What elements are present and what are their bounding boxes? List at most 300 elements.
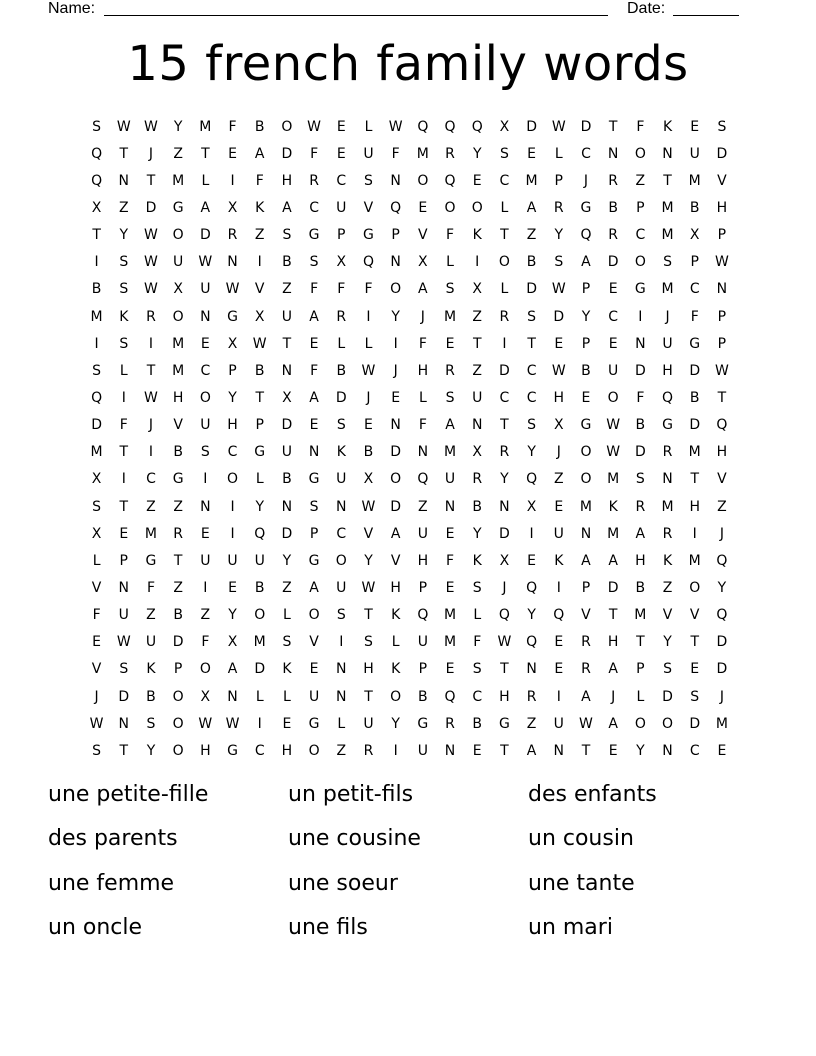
- grid-letter[interactable]: F: [92, 607, 101, 624]
- grid-letter[interactable]: D: [634, 444, 646, 461]
- grid-letter[interactable]: K: [472, 227, 482, 244]
- grid-letter[interactable]: S: [663, 254, 672, 271]
- grid-letter[interactable]: A: [309, 579, 319, 596]
- grid-letter[interactable]: H: [716, 199, 728, 216]
- grid-letter[interactable]: D: [390, 444, 402, 461]
- grid-letter[interactable]: K: [336, 444, 346, 461]
- grid-letter[interactable]: E: [309, 417, 319, 434]
- grid-letter[interactable]: A: [608, 715, 618, 732]
- grid-letter[interactable]: S: [445, 281, 455, 298]
- grid-letter[interactable]: C: [146, 471, 156, 488]
- grid-letter[interactable]: Z: [526, 715, 537, 732]
- grid-letter[interactable]: H: [607, 634, 619, 651]
- grid-letter[interactable]: X: [418, 254, 428, 271]
- grid-letter[interactable]: C: [635, 227, 646, 244]
- grid-letter[interactable]: O: [227, 471, 239, 488]
- grid-letter[interactable]: O: [689, 579, 701, 596]
- grid-letter[interactable]: M: [199, 118, 212, 135]
- grid-letter[interactable]: B: [472, 715, 483, 732]
- grid-letter[interactable]: O: [281, 118, 293, 135]
- grid-letter[interactable]: J: [719, 688, 724, 705]
- grid-letter[interactable]: W: [225, 715, 240, 732]
- grid-letter[interactable]: S: [309, 498, 319, 515]
- grid-letter[interactable]: E: [445, 579, 455, 596]
- grid-letter[interactable]: G: [662, 417, 673, 434]
- grid-letter[interactable]: Z: [254, 227, 265, 244]
- grid-letter[interactable]: Q: [254, 525, 266, 542]
- grid-letter[interactable]: E: [119, 525, 129, 542]
- grid-letter[interactable]: G: [498, 715, 510, 732]
- grid-letter[interactable]: P: [717, 335, 727, 352]
- grid-letter[interactable]: X: [472, 281, 483, 298]
- grid-letter[interactable]: Y: [663, 634, 672, 651]
- grid-letter[interactable]: K: [391, 661, 401, 678]
- grid-letter[interactable]: J: [393, 362, 398, 379]
- grid-letter[interactable]: C: [581, 145, 591, 162]
- grid-letter[interactable]: B: [173, 607, 183, 624]
- grid-letter[interactable]: E: [92, 634, 102, 651]
- grid-letter[interactable]: M: [715, 715, 728, 732]
- grid-letter[interactable]: E: [608, 742, 618, 759]
- grid-letter[interactable]: N: [390, 254, 401, 271]
- grid-letter[interactable]: X: [91, 199, 102, 216]
- grid-letter[interactable]: D: [689, 362, 701, 379]
- grid-letter[interactable]: D: [580, 118, 592, 135]
- grid-letter[interactable]: U: [553, 715, 564, 732]
- grid-letter[interactable]: O: [634, 254, 646, 271]
- grid-letter[interactable]: V: [91, 579, 102, 596]
- grid-letter[interactable]: X: [282, 389, 292, 406]
- grid-letter[interactable]: E: [228, 579, 237, 596]
- grid-letter[interactable]: Z: [336, 742, 347, 759]
- grid-letter[interactable]: L: [119, 362, 128, 379]
- grid-letter[interactable]: N: [662, 145, 673, 162]
- grid-letter[interactable]: E: [336, 145, 346, 162]
- grid-letter[interactable]: L: [500, 199, 509, 216]
- grid-letter[interactable]: E: [608, 281, 618, 298]
- grid-letter[interactable]: E: [527, 145, 537, 162]
- grid-letter[interactable]: O: [580, 471, 592, 488]
- grid-letter[interactable]: P: [228, 362, 237, 379]
- grid-letter[interactable]: Z: [635, 172, 646, 189]
- grid-letter[interactable]: C: [200, 362, 211, 379]
- grid-letter[interactable]: D: [281, 525, 293, 542]
- grid-letter[interactable]: E: [200, 335, 210, 352]
- grid-letter[interactable]: H: [689, 498, 700, 515]
- grid-letter[interactable]: E: [228, 145, 237, 162]
- grid-letter[interactable]: N: [227, 688, 238, 705]
- grid-letter[interactable]: D: [634, 362, 646, 379]
- word-search-grid[interactable]: [83, 113, 736, 764]
- grid-letter[interactable]: F: [418, 417, 427, 434]
- grid-letter[interactable]: R: [662, 525, 673, 542]
- grid-letter[interactable]: Y: [527, 444, 536, 461]
- grid-letter[interactable]: R: [146, 308, 156, 325]
- grid-letter[interactable]: F: [418, 335, 427, 352]
- grid-letter[interactable]: U: [254, 552, 265, 569]
- grid-letter[interactable]: T: [500, 417, 509, 434]
- grid-letter[interactable]: K: [282, 661, 292, 678]
- grid-letter[interactable]: S: [119, 254, 129, 271]
- grid-letter[interactable]: U: [308, 688, 320, 705]
- grid-letter[interactable]: I: [366, 308, 371, 325]
- grid-letter[interactable]: U: [363, 715, 374, 732]
- grid-letter[interactable]: M: [688, 444, 701, 461]
- grid-letter[interactable]: Z: [173, 498, 183, 515]
- grid-letter[interactable]: R: [581, 634, 591, 651]
- grid-letter[interactable]: W: [225, 281, 240, 298]
- grid-letter[interactable]: L: [636, 688, 645, 705]
- grid-letter[interactable]: N: [444, 498, 456, 515]
- grid-letter[interactable]: W: [116, 118, 131, 135]
- grid-letter[interactable]: H: [635, 552, 646, 569]
- grid-letter[interactable]: D: [499, 525, 510, 542]
- grid-letter[interactable]: X: [553, 417, 564, 434]
- grid-letter[interactable]: Q: [716, 607, 728, 624]
- grid-letter[interactable]: T: [119, 145, 129, 162]
- grid-letter[interactable]: S: [690, 688, 700, 705]
- grid-letter[interactable]: Q: [526, 579, 538, 596]
- grid-letter[interactable]: X: [499, 118, 510, 135]
- grid-letter[interactable]: N: [336, 498, 347, 515]
- grid-letter[interactable]: D: [335, 389, 347, 406]
- grid-letter[interactable]: W: [116, 634, 131, 651]
- grid-letter[interactable]: H: [716, 444, 728, 461]
- grid-letter[interactable]: F: [446, 552, 455, 569]
- grid-letter[interactable]: R: [363, 742, 374, 759]
- grid-letter[interactable]: B: [254, 118, 265, 135]
- grid-letter[interactable]: B: [254, 579, 265, 596]
- grid-letter[interactable]: X: [472, 444, 483, 461]
- grid-letter[interactable]: M: [607, 525, 620, 542]
- grid-letter[interactable]: Q: [444, 118, 456, 135]
- grid-letter[interactable]: Q: [498, 607, 510, 624]
- grid-letter[interactable]: W: [361, 579, 376, 596]
- grid-letter[interactable]: I: [556, 688, 561, 705]
- grid-letter[interactable]: Y: [364, 552, 373, 569]
- grid-letter[interactable]: Q: [526, 471, 538, 488]
- grid-letter[interactable]: L: [473, 607, 482, 624]
- grid-letter[interactable]: S: [92, 362, 102, 379]
- grid-letter[interactable]: I: [393, 742, 398, 759]
- grid-letter[interactable]: X: [227, 335, 238, 352]
- grid-letter[interactable]: U: [553, 525, 564, 542]
- grid-letter[interactable]: G: [363, 227, 374, 244]
- grid-letter[interactable]: N: [580, 525, 592, 542]
- grid-letter[interactable]: P: [173, 661, 183, 678]
- grid-letter[interactable]: T: [636, 634, 645, 651]
- grid-letter[interactable]: I: [529, 525, 534, 542]
- grid-letter[interactable]: F: [473, 634, 482, 651]
- grid-letter[interactable]: I: [121, 389, 126, 406]
- grid-letter[interactable]: C: [336, 172, 347, 189]
- grid-letter[interactable]: F: [391, 145, 400, 162]
- grid-letter[interactable]: G: [308, 227, 320, 244]
- grid-letter[interactable]: B: [608, 199, 618, 216]
- grid-letter[interactable]: F: [337, 281, 346, 298]
- grid-letter[interactable]: B: [526, 254, 537, 271]
- grid-letter[interactable]: Q: [662, 389, 674, 406]
- grid-letter[interactable]: B: [173, 444, 183, 461]
- grid-letter[interactable]: E: [445, 661, 455, 678]
- grid-letter[interactable]: A: [445, 417, 455, 434]
- grid-letter[interactable]: F: [364, 281, 373, 298]
- grid-letter[interactable]: B: [363, 444, 374, 461]
- grid-letter[interactable]: C: [499, 389, 510, 406]
- grid-letter[interactable]: C: [336, 525, 347, 542]
- grid-letter[interactable]: N: [336, 688, 347, 705]
- grid-letter[interactable]: T: [663, 172, 672, 189]
- grid-letter[interactable]: K: [391, 607, 401, 624]
- grid-letter[interactable]: Y: [472, 145, 482, 162]
- grid-letter[interactable]: F: [119, 417, 128, 434]
- grid-letter[interactable]: I: [94, 335, 99, 352]
- grid-letter[interactable]: N: [526, 661, 537, 678]
- grid-letter[interactable]: L: [364, 335, 373, 352]
- grid-letter[interactable]: H: [417, 362, 429, 379]
- grid-letter[interactable]: V: [717, 471, 727, 488]
- grid-letter[interactable]: X: [526, 498, 537, 515]
- grid-letter[interactable]: A: [200, 199, 211, 216]
- grid-letter[interactable]: R: [499, 308, 510, 325]
- date-field[interactable]: [673, 15, 739, 16]
- grid-letter[interactable]: S: [92, 118, 102, 135]
- grid-letter[interactable]: A: [390, 525, 401, 542]
- grid-letter[interactable]: O: [471, 199, 483, 216]
- grid-letter[interactable]: Q: [91, 389, 103, 406]
- grid-letter[interactable]: R: [445, 362, 455, 379]
- grid-letter[interactable]: C: [608, 308, 619, 325]
- grid-letter[interactable]: W: [89, 715, 104, 732]
- grid-letter[interactable]: U: [200, 552, 211, 569]
- grid-letter[interactable]: I: [203, 579, 208, 596]
- grid-letter[interactable]: I: [638, 308, 643, 325]
- grid-letter[interactable]: B: [635, 579, 646, 596]
- grid-letter[interactable]: R: [173, 525, 184, 542]
- grid-letter[interactable]: N: [118, 172, 130, 189]
- grid-letter[interactable]: E: [472, 742, 482, 759]
- grid-letter[interactable]: D: [689, 417, 701, 434]
- grid-letter[interactable]: T: [255, 389, 264, 406]
- grid-letter[interactable]: M: [172, 335, 185, 352]
- grid-letter[interactable]: Y: [391, 308, 400, 325]
- grid-letter[interactable]: E: [309, 661, 319, 678]
- grid-letter[interactable]: S: [92, 742, 102, 759]
- grid-letter[interactable]: P: [418, 661, 428, 678]
- grid-letter[interactable]: N: [607, 145, 619, 162]
- grid-letter[interactable]: X: [227, 199, 238, 216]
- grid-letter[interactable]: U: [336, 471, 347, 488]
- grid-letter[interactable]: Z: [282, 579, 292, 596]
- grid-letter[interactable]: E: [527, 552, 537, 569]
- grid-letter[interactable]: Z: [472, 308, 483, 325]
- grid-letter[interactable]: G: [254, 444, 266, 461]
- grid-letter[interactable]: W: [388, 118, 403, 135]
- grid-letter[interactable]: D: [662, 688, 673, 705]
- grid-letter[interactable]: H: [417, 552, 429, 569]
- grid-letter[interactable]: C: [227, 444, 238, 461]
- grid-letter[interactable]: U: [200, 281, 211, 298]
- grid-letter[interactable]: T: [119, 742, 129, 759]
- grid-letter[interactable]: R: [553, 199, 564, 216]
- grid-letter[interactable]: F: [255, 172, 264, 189]
- grid-letter[interactable]: Q: [526, 634, 538, 651]
- grid-letter[interactable]: U: [281, 444, 293, 461]
- grid-letter[interactable]: D: [145, 199, 157, 216]
- grid-letter[interactable]: S: [92, 498, 102, 515]
- grid-letter[interactable]: B: [472, 498, 483, 515]
- grid-letter[interactable]: T: [146, 362, 156, 379]
- grid-letter[interactable]: A: [309, 389, 319, 406]
- grid-letter[interactable]: K: [662, 552, 673, 569]
- grid-letter[interactable]: L: [391, 634, 400, 651]
- grid-letter[interactable]: I: [94, 254, 99, 271]
- grid-letter[interactable]: T: [500, 661, 509, 678]
- grid-letter[interactable]: E: [418, 199, 428, 216]
- grid-letter[interactable]: M: [90, 308, 103, 325]
- grid-letter[interactable]: W: [361, 362, 376, 379]
- grid-letter[interactable]: W: [551, 362, 566, 379]
- grid-letter[interactable]: Y: [500, 471, 509, 488]
- grid-letter[interactable]: U: [336, 199, 347, 216]
- grid-letter[interactable]: W: [252, 335, 267, 352]
- grid-letter[interactable]: V: [363, 525, 374, 542]
- grid-letter[interactable]: W: [144, 389, 158, 406]
- grid-letter[interactable]: L: [201, 172, 210, 189]
- grid-letter[interactable]: R: [227, 227, 238, 244]
- grid-letter[interactable]: N: [499, 498, 510, 515]
- grid-letter[interactable]: M: [634, 607, 647, 624]
- grid-letter[interactable]: O: [498, 254, 510, 271]
- grid-letter[interactable]: Z: [553, 471, 564, 488]
- grid-letter[interactable]: T: [364, 607, 373, 624]
- grid-letter[interactable]: U: [145, 634, 157, 651]
- grid-letter[interactable]: D: [281, 417, 293, 434]
- grid-letter[interactable]: P: [636, 199, 645, 216]
- grid-letter[interactable]: D: [172, 634, 184, 651]
- grid-letter[interactable]: G: [308, 552, 320, 569]
- grid-letter[interactable]: X: [227, 634, 238, 651]
- grid-letter[interactable]: Y: [472, 525, 482, 542]
- grid-letter[interactable]: V: [717, 172, 727, 189]
- grid-letter[interactable]: L: [283, 688, 291, 705]
- grid-letter[interactable]: Z: [472, 362, 483, 379]
- grid-letter[interactable]: T: [608, 607, 618, 624]
- grid-letter[interactable]: N: [118, 579, 130, 596]
- grid-letter[interactable]: D: [91, 417, 102, 434]
- grid-letter[interactable]: N: [662, 471, 673, 488]
- grid-letter[interactable]: S: [527, 417, 537, 434]
- grid-letter[interactable]: V: [418, 227, 428, 244]
- grid-letter[interactable]: U: [200, 417, 211, 434]
- grid-letter[interactable]: L: [554, 145, 563, 162]
- grid-letter[interactable]: O: [607, 389, 619, 406]
- grid-letter[interactable]: P: [554, 172, 563, 189]
- grid-letter[interactable]: N: [635, 335, 646, 352]
- grid-letter[interactable]: D: [254, 661, 266, 678]
- grid-letter[interactable]: D: [499, 362, 510, 379]
- grid-letter[interactable]: O: [634, 715, 646, 732]
- grid-letter[interactable]: A: [635, 525, 646, 542]
- grid-letter[interactable]: U: [281, 308, 293, 325]
- grid-letter[interactable]: X: [91, 525, 102, 542]
- grid-letter[interactable]: P: [636, 661, 645, 678]
- grid-letter[interactable]: G: [172, 199, 184, 216]
- grid-letter[interactable]: N: [308, 444, 320, 461]
- grid-letter[interactable]: W: [198, 254, 213, 271]
- grid-letter[interactable]: S: [119, 335, 129, 352]
- grid-letter[interactable]: Y: [119, 227, 129, 244]
- grid-letter[interactable]: M: [90, 444, 103, 461]
- grid-letter[interactable]: D: [553, 308, 565, 325]
- grid-letter[interactable]: L: [283, 607, 291, 624]
- grid-letter[interactable]: Y: [146, 742, 156, 759]
- grid-letter[interactable]: D: [390, 498, 402, 515]
- grid-letter[interactable]: P: [581, 335, 591, 352]
- grid-letter[interactable]: T: [119, 498, 129, 515]
- grid-letter[interactable]: U: [227, 552, 238, 569]
- grid-letter[interactable]: K: [255, 199, 265, 216]
- grid-letter[interactable]: I: [121, 471, 126, 488]
- grid-letter[interactable]: D: [689, 715, 701, 732]
- grid-letter[interactable]: Z: [118, 199, 129, 216]
- grid-letter[interactable]: Y: [391, 715, 400, 732]
- grid-letter[interactable]: L: [92, 552, 101, 569]
- grid-letter[interactable]: R: [608, 227, 619, 244]
- grid-letter[interactable]: G: [308, 715, 320, 732]
- grid-letter[interactable]: K: [119, 308, 129, 325]
- grid-letter[interactable]: W: [198, 715, 213, 732]
- grid-letter[interactable]: V: [662, 607, 673, 624]
- grid-letter[interactable]: Q: [362, 254, 374, 271]
- grid-letter[interactable]: Y: [255, 498, 264, 515]
- grid-letter[interactable]: D: [199, 227, 211, 244]
- grid-letter[interactable]: T: [364, 688, 373, 705]
- grid-letter[interactable]: S: [146, 715, 156, 732]
- grid-letter[interactable]: R: [336, 308, 347, 325]
- grid-letter[interactable]: D: [526, 281, 537, 298]
- grid-letter[interactable]: H: [172, 389, 184, 406]
- grid-letter[interactable]: S: [336, 607, 346, 624]
- grid-letter[interactable]: Z: [418, 498, 428, 515]
- grid-letter[interactable]: T: [472, 335, 482, 352]
- grid-letter[interactable]: K: [146, 661, 156, 678]
- grid-letter[interactable]: P: [337, 227, 346, 244]
- grid-letter[interactable]: S: [635, 471, 645, 488]
- grid-letter[interactable]: T: [690, 471, 699, 488]
- grid-letter[interactable]: O: [417, 172, 429, 189]
- grid-letter[interactable]: A: [227, 661, 238, 678]
- grid-letter[interactable]: R: [309, 172, 319, 189]
- grid-letter[interactable]: K: [608, 498, 618, 515]
- grid-letter[interactable]: N: [336, 661, 347, 678]
- grid-letter[interactable]: G: [634, 281, 646, 298]
- grid-letter[interactable]: A: [581, 552, 591, 569]
- grid-letter[interactable]: T: [717, 389, 727, 406]
- grid-letter[interactable]: H: [499, 688, 510, 705]
- grid-letter[interactable]: M: [443, 634, 457, 651]
- grid-letter[interactable]: Y: [228, 389, 237, 406]
- grid-letter[interactable]: I: [339, 634, 344, 651]
- grid-letter[interactable]: R: [445, 145, 455, 162]
- grid-letter[interactable]: R: [499, 444, 510, 461]
- grid-letter[interactable]: Z: [200, 607, 211, 624]
- grid-letter[interactable]: Y: [717, 579, 727, 596]
- grid-letter[interactable]: Z: [526, 227, 537, 244]
- grid-letter[interactable]: B: [336, 362, 347, 379]
- grid-letter[interactable]: Q: [444, 172, 456, 189]
- grid-letter[interactable]: K: [662, 118, 673, 135]
